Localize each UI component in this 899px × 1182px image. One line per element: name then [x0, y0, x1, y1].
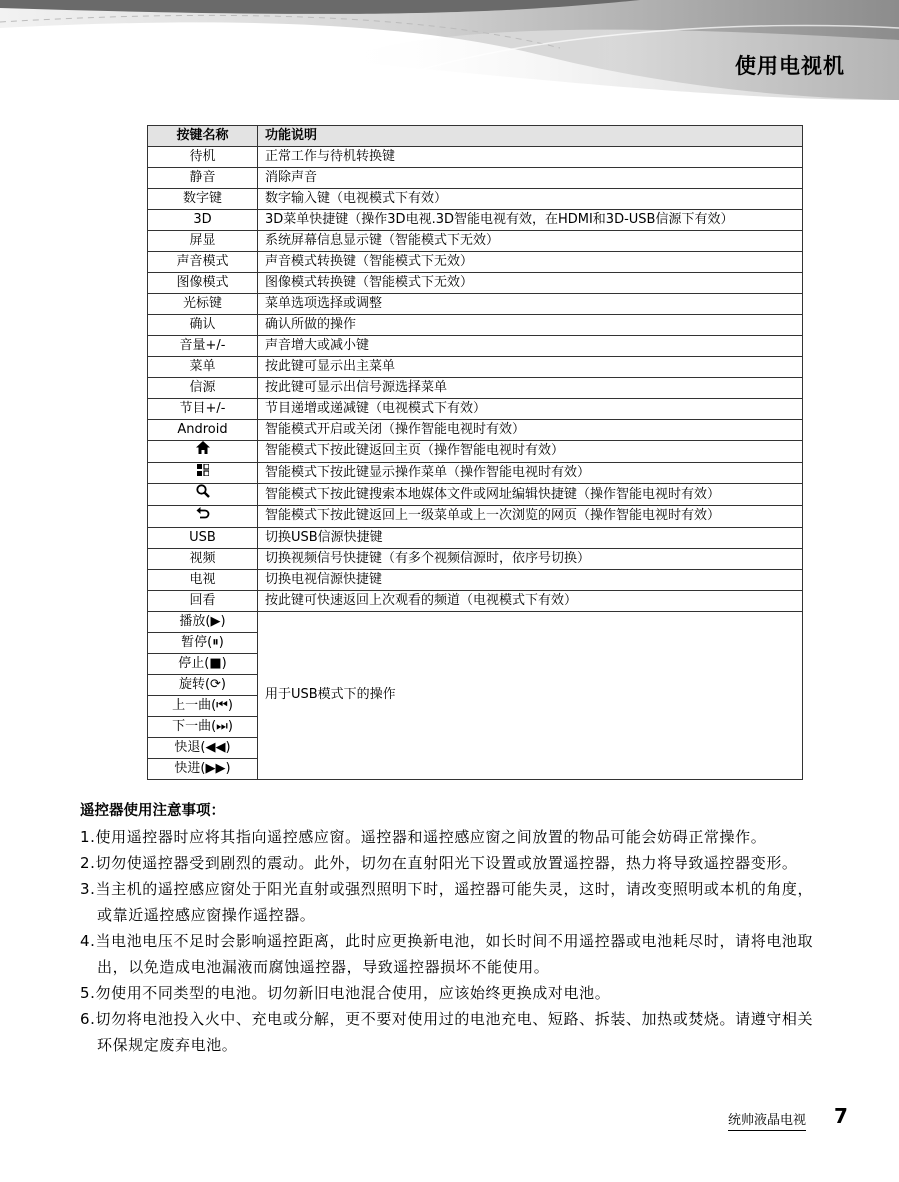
key-function-cell: 图像模式转换键（智能模式下无效）: [258, 273, 803, 294]
key-name-cell: 回看: [148, 590, 258, 611]
table-row: [148, 168, 803, 189]
key-name-cell: 3D: [148, 210, 258, 231]
key-name-cell: [148, 462, 258, 484]
key-function-cell: 节目递增或递减键（电视模式下有效）: [258, 399, 803, 420]
key-function-cell: 智能模式开启或关闭（操作智能电视时有效）: [258, 420, 803, 441]
key-name-cell: 旋转(⟳): [148, 674, 258, 695]
table-row: [148, 357, 803, 378]
table-row: [148, 147, 803, 168]
remote-keys-table: [147, 125, 803, 780]
key-name-cell: [148, 441, 258, 463]
table-row: [148, 441, 803, 463]
notes-list: [80, 824, 820, 1058]
table-row: [148, 548, 803, 569]
table-row: [148, 378, 803, 399]
table-row: [148, 210, 803, 231]
menu-grid-icon: [197, 463, 209, 483]
key-function-cell: 智能模式下按此键返回主页（操作智能电视时有效）: [258, 441, 803, 463]
key-function-cell: 按此键可显示出主菜单: [258, 357, 803, 378]
note-item: 1.使用遥控器时应将其指向遥控感应窗。遥控器和遥控感应窗之间放置的物品可能会妨碍正常操作。: [80, 828, 767, 846]
key-name-cell: 确认: [148, 315, 258, 336]
table-row: [148, 252, 803, 273]
back-arrow-icon: [196, 506, 210, 526]
table-row: [148, 399, 803, 420]
table-row: [148, 315, 803, 336]
key-function-cell: 切换USB信源快捷键: [258, 527, 803, 548]
key-name-cell: 视频: [148, 548, 258, 569]
page-title: 使用电视机: [735, 54, 845, 78]
search-icon: [196, 484, 210, 505]
note-item: 5.勿使用不同类型的电池。切勿新旧电池混合使用，应该始终更换成对电池。: [80, 984, 611, 1002]
key-name-cell: 声音模式: [148, 252, 258, 273]
note-item: 4.当电池电压不足时会影响遥控距离，此时应更换新电池，如长时间不用遥控器或电池耗尽时，请将电池取出，以免造成电池漏液而腐蚀遥控器，导致遥控器损坏不能使用。: [80, 932, 814, 976]
table-row: [148, 273, 803, 294]
key-name-cell: 菜单: [148, 357, 258, 378]
key-function-cell: 智能模式下按此键显示操作菜单（操作智能电视时有效）: [258, 462, 803, 484]
table-row: [148, 506, 803, 528]
key-name-cell: 节目+/-: [148, 399, 258, 420]
table-row: [148, 420, 803, 441]
key-function-cell: 数字输入键（电视模式下有效）: [258, 189, 803, 210]
key-function-cell: 确认所做的操作: [258, 315, 803, 336]
key-name-cell: 下一曲(⏭): [148, 716, 258, 737]
table-row: [148, 294, 803, 315]
header-function: 功能说明: [258, 126, 803, 147]
key-name-cell: 待机: [148, 147, 258, 168]
key-name-cell: [148, 506, 258, 528]
table-row: [148, 590, 803, 611]
key-function-cell: 智能模式下按此键返回上一级菜单或上一次浏览的网页（操作智能电视时有效）: [258, 506, 803, 528]
key-name-cell: 播放(▶): [148, 611, 258, 632]
key-name-cell: 电视: [148, 569, 258, 590]
usb-mode-function-cell: 用于USB模式下的操作: [258, 611, 803, 779]
note-item: 2.切勿使遥控器受到剧烈的震动。此外，切勿在直射阳光下设置或放置遥控器，热力将导致遥控器变形。: [80, 854, 798, 872]
table-row: [148, 611, 803, 632]
key-function-cell: 系统屏幕信息显示键（智能模式下无效）: [258, 231, 803, 252]
note-item: 6.切勿将电池投入火中、充电或分解，更不要对使用过的电池充电、短路、拆装、加热或焚烧。请遵守相关环保规定废弃电池。: [80, 1010, 814, 1054]
table-row: [148, 462, 803, 484]
table-header-row: [148, 126, 803, 147]
note-item: 3.当主机的遥控感应窗处于阳光直射或强烈照明下时，遥控器可能失灵，这时，请改变照明或本机的角度，或靠近遥控感应窗操作遥控器。: [80, 880, 814, 924]
table-row: [148, 527, 803, 548]
key-function-cell: 切换电视信源快捷键: [258, 569, 803, 590]
key-function-cell: 菜单选项选择或调整: [258, 294, 803, 315]
key-name-cell: Android: [148, 420, 258, 441]
key-name-cell: 暂停(⏸): [148, 632, 258, 653]
key-name-cell: 静音: [148, 168, 258, 189]
key-function-cell: 声音增大或减小键: [258, 336, 803, 357]
key-name-cell: [148, 484, 258, 506]
key-name-cell: USB: [148, 527, 258, 548]
table-row: [148, 484, 803, 506]
key-function-cell: 3D菜单快捷键（操作3D电视.3D智能电视有效，在HDMI和3D-USB信源下有效）: [258, 210, 803, 231]
header-key-name: 按键名称: [148, 126, 258, 147]
table-row: [148, 569, 803, 590]
key-name-cell: 停止(■): [148, 653, 258, 674]
notes-title: 遥控器使用注意事项：: [80, 803, 225, 819]
key-function-cell: 按此键可快速返回上次观看的频道（电视模式下有效）: [258, 590, 803, 611]
key-function-cell: 正常工作与待机转换键: [258, 147, 803, 168]
key-function-cell: 切换视频信号快捷键（有多个视频信源时，依序号切换）: [258, 548, 803, 569]
key-function-cell: 智能模式下按此键搜索本地媒体文件或网址编辑快捷键（操作智能电视时有效）: [258, 484, 803, 506]
footer-brand: 统帅液晶电视: [728, 1109, 806, 1131]
key-name-cell: 数字键: [148, 189, 258, 210]
key-name-cell: 信源: [148, 378, 258, 399]
key-name-cell: 上一曲(⏮): [148, 695, 258, 716]
key-function-cell: 消除声音: [258, 168, 803, 189]
table-row: [148, 189, 803, 210]
key-function-cell: 按此键可显示出信号源选择菜单: [258, 378, 803, 399]
key-name-cell: 光标键: [148, 294, 258, 315]
table-row: [148, 231, 803, 252]
key-name-cell: 屏显: [148, 231, 258, 252]
key-name-cell: 图像模式: [148, 273, 258, 294]
page-number: 7: [834, 1104, 848, 1128]
key-name-cell: 快退(◀◀): [148, 737, 258, 758]
key-function-cell: 声音模式转换键（智能模式下无效）: [258, 252, 803, 273]
home-icon: [196, 441, 210, 461]
table-row: [148, 336, 803, 357]
key-name-cell: 快进(▶▶): [148, 758, 258, 779]
key-name-cell: 音量+/-: [148, 336, 258, 357]
